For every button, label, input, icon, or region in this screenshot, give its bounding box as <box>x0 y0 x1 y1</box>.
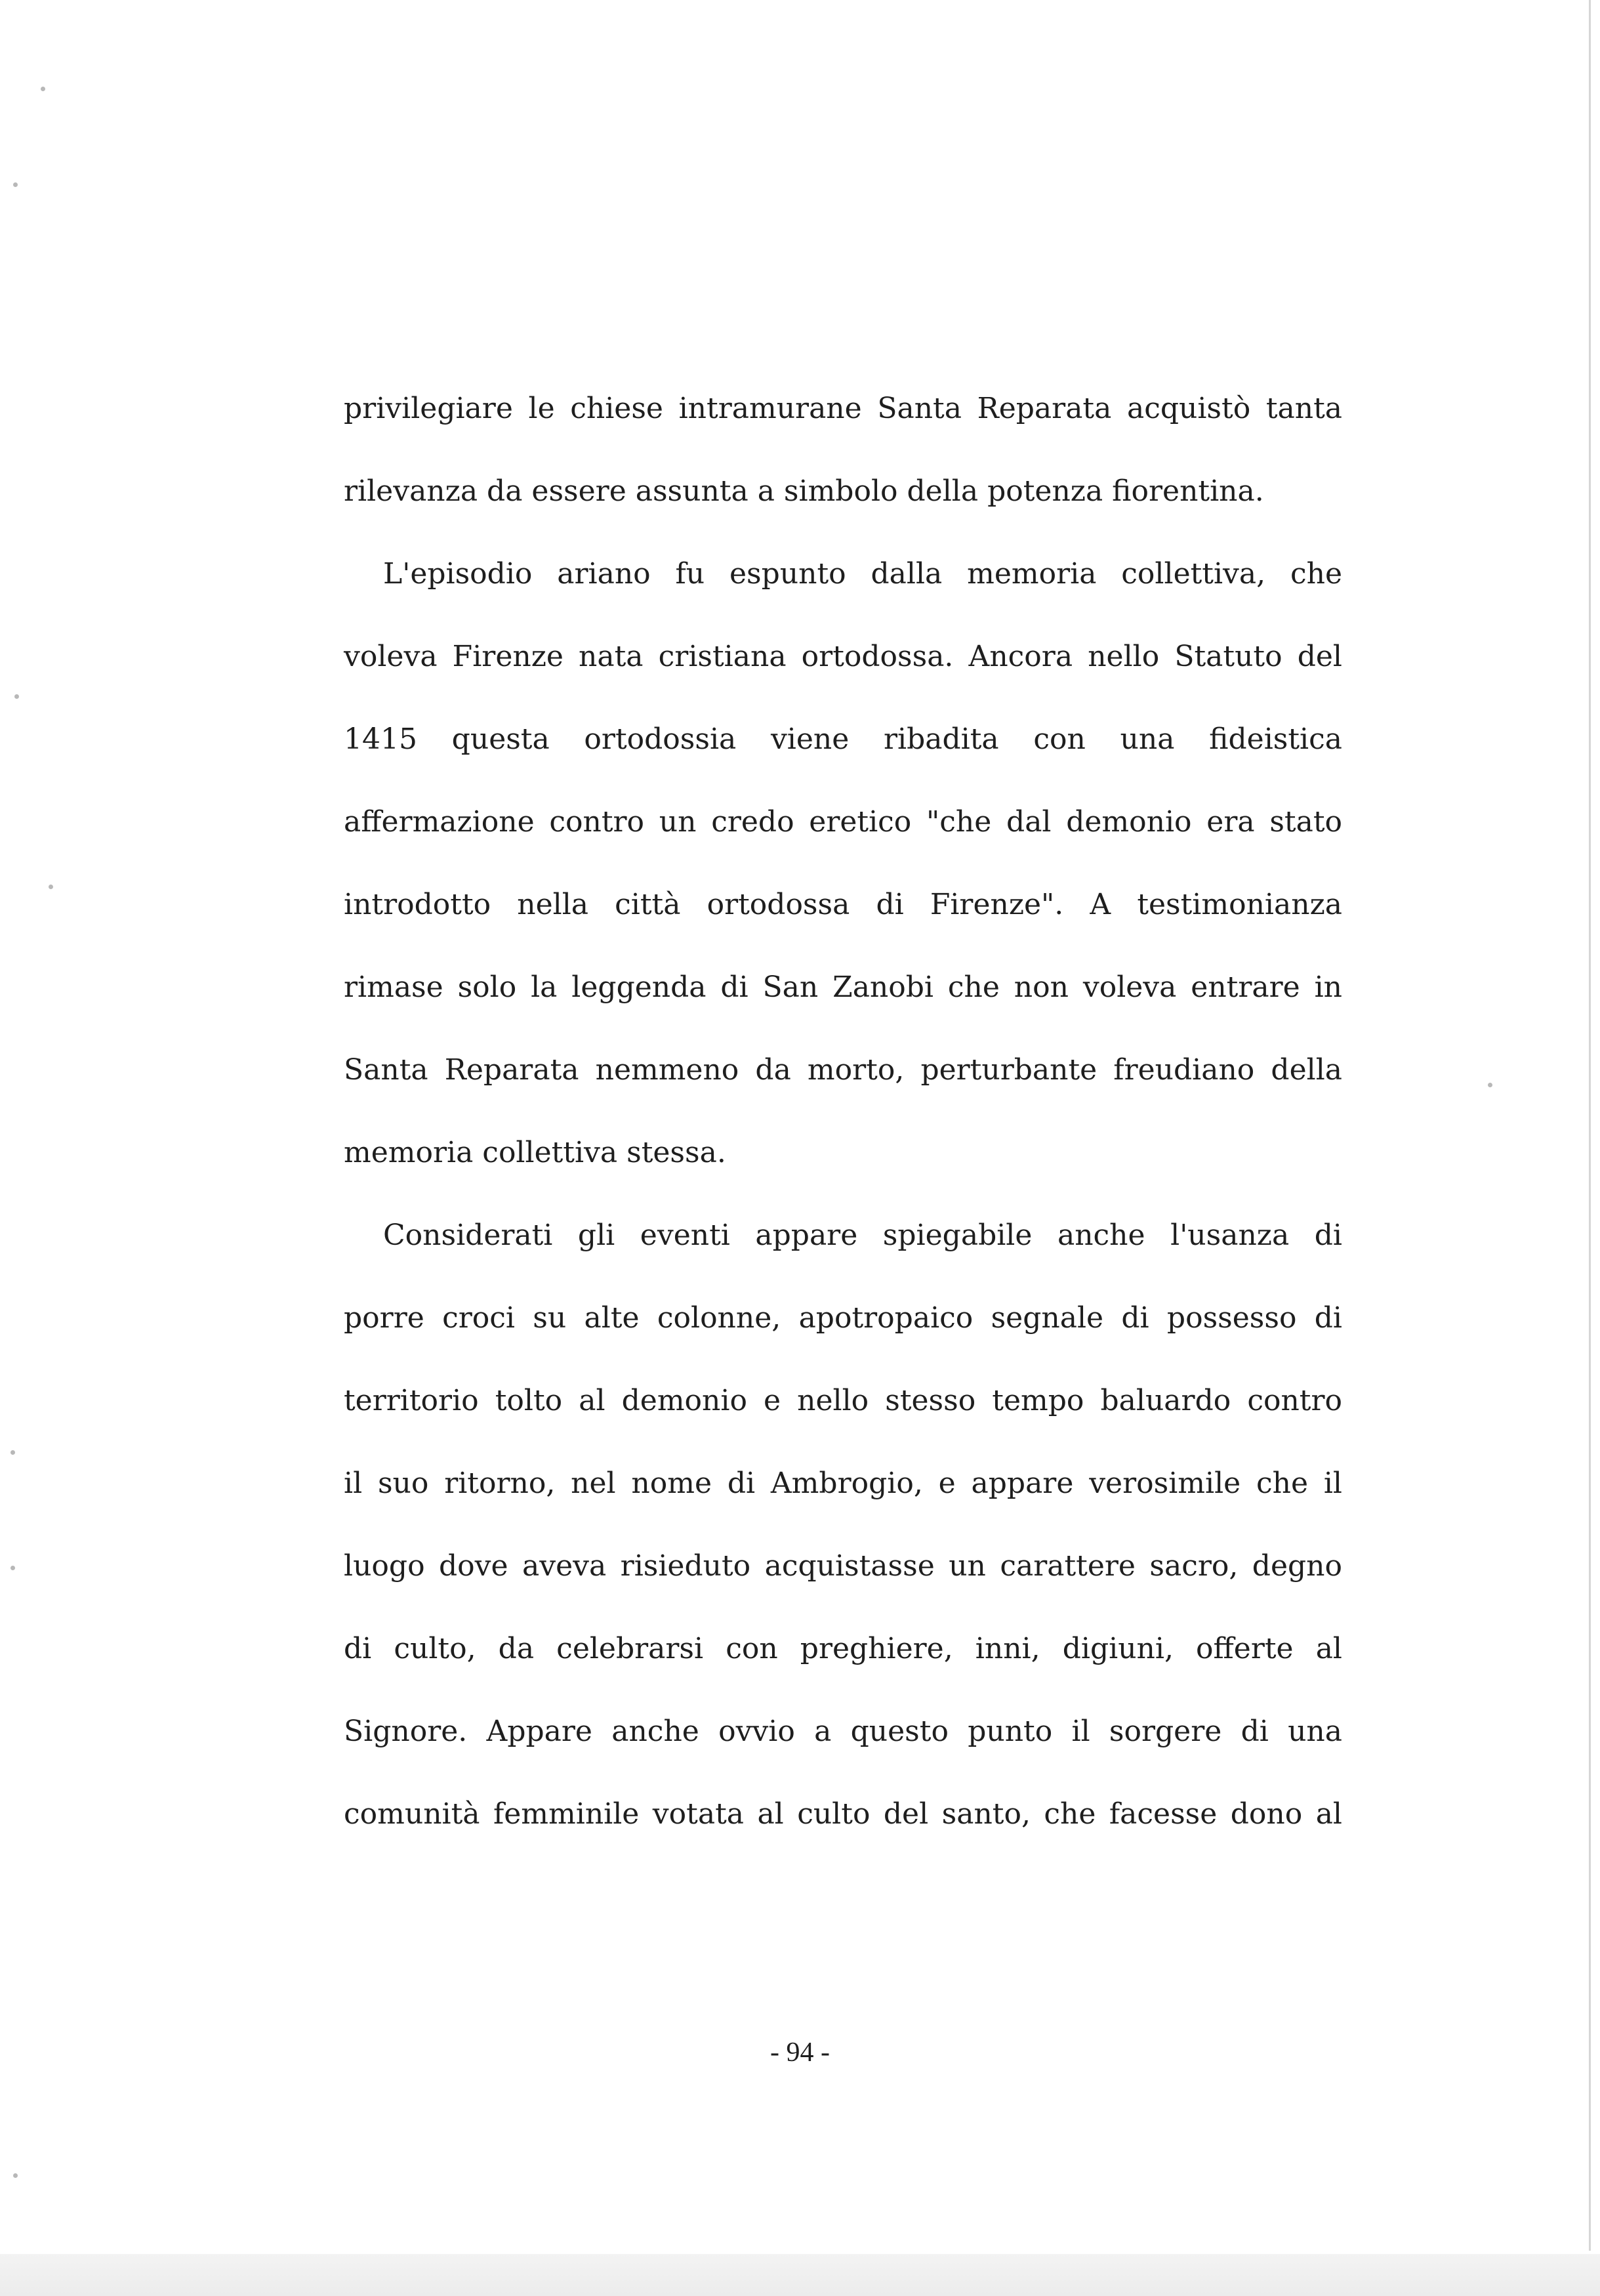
text-line: luogo dove aveva risieduto acquistasse un carattere sacro, degno <box>344 1549 1342 1583</box>
margin-speck <box>1488 1083 1492 1087</box>
margin-speck <box>49 885 53 889</box>
margin-speck <box>13 182 18 187</box>
text-line: rimase solo la leggenda di San Zanobi che non voleva entrare in <box>344 971 1342 1004</box>
text-line: territorio tolto al demonio e nello stesso tempo baluardo contro <box>344 1384 1342 1417</box>
margin-speck <box>41 87 45 91</box>
body-text <box>344 367 1342 1856</box>
text-line: rilevanza da essere assunta a simbolo della potenza fiorentina. <box>344 474 1264 508</box>
text-line: introdotto nella città ortodossa di Firenze". A testimonianza <box>344 888 1342 921</box>
text-line: memoria collettiva stessa. <box>344 1136 726 1169</box>
text-line: Santa Reparata nemmeno da morto, perturbante freudiano della <box>344 1053 1342 1087</box>
text-line: Signore. Appare anche ovvio a questo punto il sorgere di una <box>344 1715 1342 1748</box>
text-line: porre croci su alte colonne, apotropaico segnale di possesso di <box>344 1301 1342 1335</box>
text-line: affermazione contro un credo eretico "che dal demonio era stato <box>344 805 1342 839</box>
text-line: L'episodio ariano fu espunto dalla memoria collettiva, che <box>383 557 1342 591</box>
scan-edge <box>1589 0 1591 2251</box>
text-line: Considerati gli eventi appare spiegabile anche l'usanza di <box>383 1219 1342 1252</box>
text-line: 1415 questa ortodossia viene ribadita con una fideistica <box>344 722 1342 756</box>
page-number: - 94 - <box>770 2037 830 2068</box>
scan-bottom-margin <box>0 2254 1600 2296</box>
margin-speck <box>14 694 19 699</box>
text-line: comunità femminile votata al culto del santo, che facesse dono al <box>344 1797 1342 1831</box>
text-line: voleva Firenze nata cristiana ortodossa. Ancora nello Statuto del <box>344 640 1342 673</box>
margin-speck <box>13 2173 18 2178</box>
text-line: privilegiare le chiese intramurane Santa Reparata acquistò tanta <box>344 392 1342 425</box>
margin-speck <box>10 1566 15 1570</box>
text-line: il suo ritorno, nel nome di Ambrogio, e appare verosimile che il <box>344 1467 1342 1500</box>
margin-speck <box>10 1450 15 1455</box>
text-line: di culto, da celebrarsi con preghiere, inni, digiuni, offerte al <box>344 1632 1342 1665</box>
